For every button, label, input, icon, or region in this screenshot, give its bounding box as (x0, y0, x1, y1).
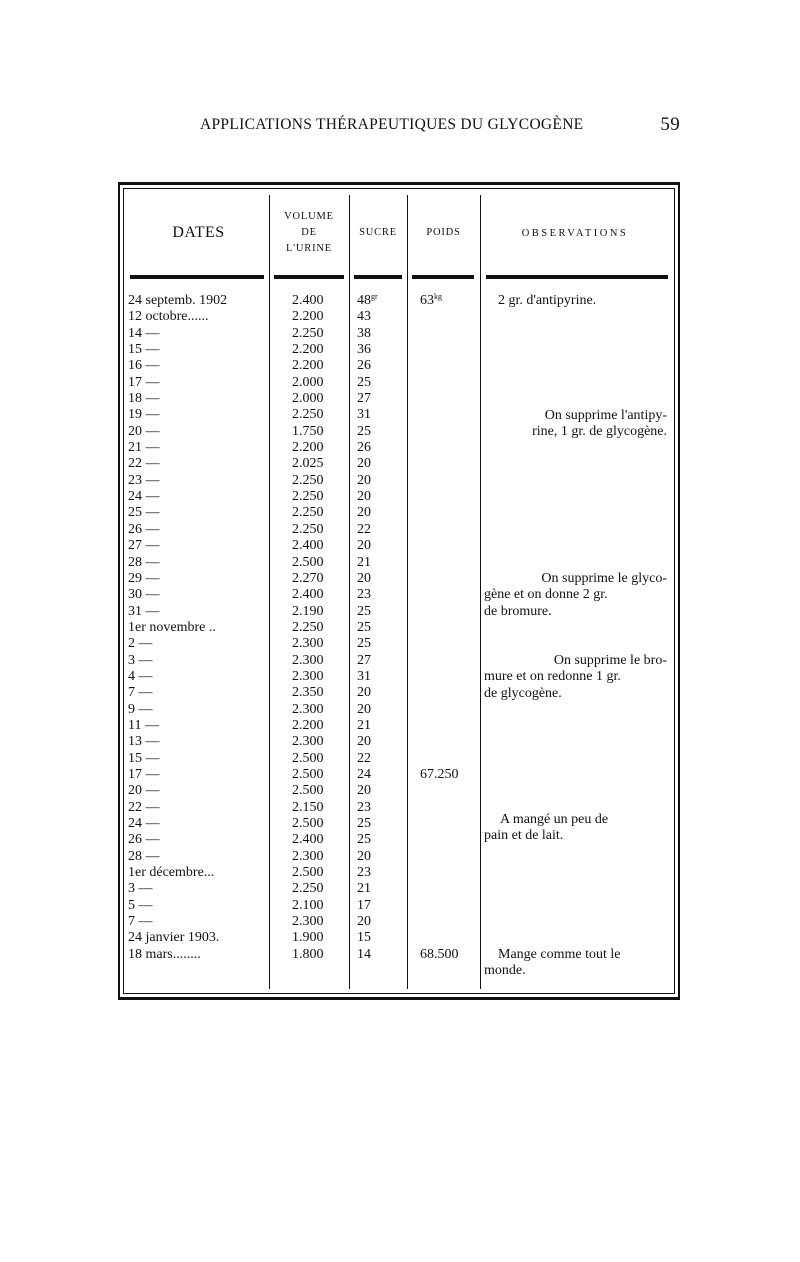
date-cell: 23 — (128, 472, 160, 488)
poids-cell (420, 293, 442, 309)
sucre-value: 20 (357, 570, 371, 586)
sucre-cell (357, 293, 378, 309)
volume-cell: 2.100 (292, 897, 324, 913)
observation-line: A mangé un peu de (500, 812, 609, 827)
header-rule (130, 275, 264, 279)
header-sucre: SUCRE (359, 227, 397, 238)
volume-cell: 2.200 (292, 342, 324, 358)
date-cell: 28 — (128, 848, 160, 864)
date-cell: 5 — (128, 897, 153, 913)
table-row (120, 767, 678, 783)
date-cell: 16 — (128, 358, 160, 374)
observation-note (498, 293, 668, 309)
volume-cell: 2.500 (292, 766, 324, 782)
table-row (120, 391, 678, 407)
observation-note (484, 653, 667, 702)
date-cell: 30 — (128, 587, 160, 603)
observation-line: de glycogène. (484, 685, 562, 701)
sucre-cell (357, 849, 371, 865)
sucre-cell (357, 358, 371, 374)
sucre-value: 23 (357, 799, 371, 815)
sucre-value: 15 (357, 930, 371, 946)
sucre-cell (357, 489, 371, 505)
header-dates: DATES (172, 224, 225, 241)
table-row (120, 930, 678, 946)
table-row (120, 309, 678, 325)
observation-note (484, 571, 667, 620)
volume-cell: 2.000 (292, 374, 324, 390)
sucre-value: 25 (357, 816, 371, 831)
observation-line: rine, 1 gr. de glycogène. (532, 423, 667, 439)
date-cell: 18 — (128, 391, 160, 407)
table-inner-bottom-rule (124, 993, 674, 994)
sucre-cell (357, 702, 371, 718)
volume-cell: 1.900 (292, 930, 324, 946)
poids-cell (420, 767, 459, 783)
volume-cell: 2.400 (292, 293, 324, 308)
sucre-cell (357, 571, 371, 587)
sucre-cell (357, 832, 371, 848)
sucre-value: 23 (357, 587, 371, 603)
sucre-value: 25 (357, 603, 371, 619)
sucre-value: 17 (357, 897, 371, 913)
data-table (118, 182, 680, 1000)
date-cell: 20 — (128, 423, 160, 439)
table-row (120, 555, 678, 571)
sucre-unit: gr (371, 292, 378, 301)
header-rule (486, 275, 668, 279)
date-cell: 13 — (128, 734, 160, 750)
sucre-value: 20 (357, 489, 371, 505)
volume-cell: 2.400 (292, 832, 324, 848)
date-cell: 12 octobre...... (128, 309, 209, 325)
sucre-value: 20 (357, 685, 371, 701)
sucre-cell (357, 424, 371, 440)
volume-cell: 2.300 (292, 848, 324, 864)
table-row (120, 326, 678, 342)
volume-cell: 2.300 (292, 914, 324, 930)
volume-cell: 2.250 (292, 619, 324, 635)
table-row (120, 734, 678, 750)
table-inner-top-rule (124, 188, 674, 189)
observation-line: gène et on donne 2 gr. (484, 587, 608, 603)
sucre-cell (357, 407, 371, 423)
poids-value: 68.500 (420, 946, 459, 962)
date-cell: 26 — (128, 521, 160, 537)
sucre-cell (357, 538, 371, 554)
date-cell: 17 — (128, 766, 160, 782)
date-cell: 9 — (128, 701, 153, 717)
sucre-cell (357, 522, 371, 538)
table-row (120, 898, 678, 914)
sucre-cell (357, 440, 371, 456)
sucre-value: 23 (357, 865, 371, 881)
sucre-cell (357, 391, 371, 407)
volume-cell: 2.025 (292, 456, 324, 472)
observation-line: On supprime l'antipy- (544, 407, 667, 423)
observation-note (484, 947, 667, 980)
volume-cell: 2.300 (292, 636, 324, 652)
sucre-cell (357, 620, 371, 636)
date-cell: 24 janvier 1903. (128, 930, 220, 946)
header-volume (269, 195, 349, 271)
volume-cell: 2.200 (292, 717, 324, 733)
table-row (120, 881, 678, 897)
sucre-cell (357, 342, 371, 358)
header-volume-line: DE (301, 227, 317, 238)
observation-line: monde. (484, 963, 526, 979)
table-row (120, 473, 678, 489)
header-volume-line: VOLUME (284, 211, 334, 222)
poids-cell (420, 947, 459, 963)
date-cell: 24 septemb. 1902 (128, 293, 228, 308)
volume-cell: 2.500 (292, 750, 324, 766)
table-row (120, 489, 678, 505)
date-cell: 21 — (128, 440, 160, 456)
table-row (120, 538, 678, 554)
sucre-value: 21 (357, 717, 371, 733)
sucre-value: 22 (357, 521, 371, 537)
date-cell: 14 — (128, 325, 160, 341)
date-cell: 4 — (128, 668, 153, 684)
date-cell: 1er novembre .. (128, 619, 216, 635)
sucre-value: 26 (357, 358, 371, 374)
sucre-cell (357, 587, 371, 603)
header-observations: OBSERVATIONS (521, 227, 629, 239)
date-cell: 2 — (128, 636, 153, 652)
sucre-cell (357, 865, 371, 881)
sucre-cell (357, 881, 371, 897)
sucre-cell (357, 456, 371, 472)
volume-cell: 2.400 (292, 587, 324, 603)
sucre-cell (357, 375, 371, 391)
volume-cell: 2.500 (292, 816, 324, 831)
table-row (120, 751, 678, 767)
sucre-cell (357, 718, 371, 734)
volume-cell: 2.200 (292, 440, 324, 456)
sucre-value: 26 (357, 440, 371, 456)
sucre-value: 14 (357, 946, 371, 962)
sucre-value: 20 (357, 734, 371, 750)
volume-cell: 2.500 (292, 554, 324, 570)
volume-cell: 1.800 (292, 946, 324, 962)
date-cell: 1er décembre... (128, 865, 215, 881)
date-cell: 29 — (128, 570, 160, 586)
date-cell: 25 — (128, 505, 160, 521)
sucre-cell (357, 636, 371, 652)
observation-line: de bromure. (484, 603, 552, 619)
volume-cell: 2.350 (292, 685, 324, 701)
sucre-value: 21 (357, 881, 371, 897)
date-cell: 20 — (128, 783, 160, 799)
volume-cell: 1.750 (292, 423, 324, 439)
date-cell: 26 — (128, 832, 160, 848)
observation-line: On supprime le glyco- (541, 571, 667, 586)
sucre-value: 48 (357, 293, 371, 308)
header-rule (274, 275, 344, 279)
volume-cell: 2.250 (292, 489, 324, 505)
running-head-title: APPLICATIONS THÉRAPEUTIQUES DU GLYCOGÈNE (200, 116, 584, 133)
sucre-value: 25 (357, 374, 371, 390)
sucre-cell (357, 800, 371, 816)
table-row (120, 914, 678, 930)
sucre-value: 36 (357, 342, 371, 358)
sucre-value: 25 (357, 832, 371, 848)
volume-cell: 2.250 (292, 505, 324, 521)
table-row (120, 440, 678, 456)
table-row (120, 358, 678, 374)
sucre-value: 20 (357, 783, 371, 799)
date-cell: 22 — (128, 799, 160, 815)
volume-cell: 2.300 (292, 652, 324, 668)
table-row (120, 702, 678, 718)
sucre-cell (357, 767, 371, 783)
observation-line: pain et de lait. (484, 828, 564, 844)
sucre-cell (357, 947, 371, 963)
sucre-cell (357, 604, 371, 620)
poids-value: 67.250 (420, 766, 459, 782)
sucre-value: 20 (357, 538, 371, 554)
observation-line: 2 gr. d'antipyrine. (498, 293, 597, 308)
table-row (120, 865, 678, 881)
table-row (120, 849, 678, 865)
sucre-cell (357, 653, 371, 669)
sucre-cell (357, 473, 371, 489)
volume-cell: 2.200 (292, 309, 324, 325)
sucre-cell (357, 783, 371, 799)
poids-unit: kg (434, 292, 442, 301)
date-cell: 15 — (128, 750, 160, 766)
date-cell: 17 — (128, 374, 160, 390)
table-row (120, 783, 678, 799)
volume-cell: 2.000 (292, 391, 324, 407)
volume-cell: 2.250 (292, 521, 324, 537)
date-cell: 7 — (128, 914, 153, 930)
date-cell: 15 — (128, 342, 160, 358)
volume-cell: 2.150 (292, 799, 324, 815)
sucre-cell (357, 930, 371, 946)
table-row (120, 456, 678, 472)
date-cell: 3 — (128, 881, 153, 897)
date-cell: 11 — (128, 717, 159, 733)
header-rule (354, 275, 402, 279)
sucre-cell (357, 685, 371, 701)
sucre-value: 31 (357, 668, 371, 684)
observation-line: On supprime le bro- (553, 653, 667, 668)
sucre-cell (357, 751, 371, 767)
volume-cell: 2.300 (292, 734, 324, 750)
date-cell: 27 — (128, 538, 160, 554)
volume-cell: 2.300 (292, 701, 324, 717)
volume-cell: 2.500 (292, 783, 324, 799)
volume-cell: 2.300 (292, 668, 324, 684)
sucre-value: 38 (357, 325, 371, 341)
sucre-value: 31 (357, 407, 371, 423)
volume-cell: 2.250 (292, 407, 324, 423)
sucre-cell (357, 309, 371, 325)
header-poids: POIDS (426, 227, 461, 238)
sucre-value: 20 (357, 701, 371, 717)
date-cell: 24 — (128, 489, 160, 505)
volume-cell: 2.250 (292, 325, 324, 341)
sucre-value: 25 (357, 423, 371, 439)
sucre-value: 27 (357, 391, 371, 407)
sucre-value: 25 (357, 619, 371, 635)
sucre-cell (357, 914, 371, 930)
table-row (120, 718, 678, 734)
date-cell: 19 — (128, 407, 160, 423)
volume-cell: 2.190 (292, 603, 324, 619)
table-row (120, 522, 678, 538)
volume-cell: 2.400 (292, 538, 324, 554)
date-cell: 3 — (128, 652, 153, 668)
table-row (120, 375, 678, 391)
sucre-value: 20 (357, 848, 371, 864)
observation-line: mure et on redonne 1 gr. (484, 669, 621, 685)
sucre-cell (357, 505, 371, 521)
volume-cell: 2.250 (292, 881, 324, 897)
date-cell: 28 — (128, 554, 160, 570)
sucre-cell (357, 898, 371, 914)
table-body (120, 293, 678, 963)
date-cell: 24 — (128, 816, 160, 831)
sucre-cell (357, 816, 371, 832)
sucre-value: 20 (357, 472, 371, 488)
volume-cell: 2.250 (292, 472, 324, 488)
sucre-value: 21 (357, 554, 371, 570)
page-number: 59 (660, 114, 680, 135)
sucre-cell (357, 734, 371, 750)
date-cell: 31 — (128, 603, 160, 619)
sucre-value: 43 (357, 309, 371, 325)
sucre-cell (357, 669, 371, 685)
sucre-value: 27 (357, 652, 371, 668)
table-row (120, 636, 678, 652)
table-row (120, 505, 678, 521)
sucre-value: 22 (357, 750, 371, 766)
volume-cell: 2.270 (292, 570, 324, 586)
volume-cell: 2.200 (292, 358, 324, 374)
sucre-cell (357, 326, 371, 342)
sucre-cell (357, 555, 371, 571)
date-cell: 7 — (128, 685, 153, 701)
date-cell: 22 — (128, 456, 160, 472)
sucre-value: 20 (357, 914, 371, 930)
header-rule (412, 275, 474, 279)
running-head (200, 116, 680, 140)
observation-note (484, 812, 667, 845)
volume-cell: 2.500 (292, 865, 324, 881)
table-row (120, 620, 678, 636)
sucre-value: 25 (357, 636, 371, 652)
sucre-value: 20 (357, 505, 371, 521)
observation-line: Mange comme tout le (498, 947, 621, 962)
header-volume-line: L'URINE (286, 243, 332, 254)
table-row (120, 342, 678, 358)
sucre-value: 20 (357, 456, 371, 472)
observation-note (484, 408, 667, 441)
date-cell: 18 mars........ (128, 946, 201, 962)
sucre-value: 24 (357, 766, 371, 782)
poids-value: 63 (420, 293, 434, 308)
